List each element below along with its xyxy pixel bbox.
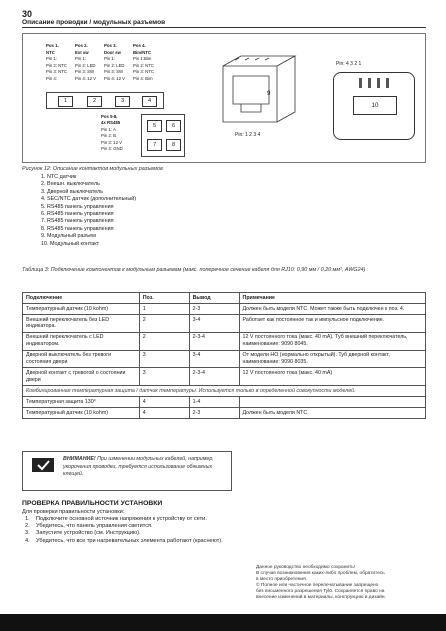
table-row	[23, 368, 426, 386]
page-number: 30	[22, 9, 33, 19]
column-header: Поз.	[139, 293, 189, 304]
pin-entry: Pin 3: SW	[75, 69, 95, 75]
pin-entry: Pin 4: 12 V	[75, 75, 97, 81]
pin-entry: Pin 3: NTC	[133, 69, 155, 75]
pin-column-header: Pos 1.	[46, 43, 59, 48]
table-cell: 2-3-4	[189, 332, 239, 350]
footer-line: без письменного разрешения Tylö. Сохраняется право на	[256, 589, 385, 595]
table-span-row	[23, 386, 426, 397]
footer-line: в место приобретения.	[256, 577, 307, 583]
table-cell: Дверной контакт с тревогой о состоянии двери	[23, 368, 140, 386]
figure-caption: Рисунок 12: Описание контактов модульных разъемов	[22, 166, 163, 172]
rs485-pin: Pin 2: B	[101, 133, 117, 139]
legend-item: 3. Дверной выключатель	[41, 188, 104, 195]
table-cell: 2-3	[189, 408, 239, 419]
rs485-pin: Pin 1: A	[101, 126, 116, 132]
table-cell: 3-4	[189, 350, 239, 368]
pin-entry: Pin 4:	[46, 75, 57, 81]
rs485-pin: Pin 3: 12 V	[101, 139, 123, 145]
warning-title: ВНИМАНИЕ!	[63, 456, 96, 462]
contact-pins	[357, 78, 391, 88]
step-text: Подключите основной источник напряжения к устройству от сети.	[36, 516, 207, 522]
table-cell: 2	[139, 332, 189, 350]
pin-entry: Pin 1:	[104, 56, 115, 62]
pin-entry: Pin 1:Bim	[133, 56, 152, 62]
pin-column-header: Pos 4.	[133, 43, 146, 48]
pin-column-2	[75, 43, 106, 83]
pin-entry: Pin 4: Bim	[133, 75, 153, 81]
pin-column-header: NTC	[46, 49, 55, 55]
table-cell: Дверной выключатель без тревоги состояния двери	[23, 350, 140, 368]
pin-label-bottom: Pin: 1 2 3 4	[235, 132, 261, 138]
table-cell: От модели НО (нормально открытый). Туб дверной контакт, наименование: 9090 8035.	[239, 350, 425, 368]
table-cell: 12 V постоянного тока (макс. 40 mA)	[239, 368, 425, 386]
legend-item: 1. NTC датчик	[41, 174, 77, 180]
bottom-bar	[0, 614, 446, 631]
table-cell: 2-3-4	[189, 368, 239, 386]
footer-line: Данное руководство необходимо сохранить!	[256, 565, 356, 570]
table-cell: Работает как постоянное так и импульсное подключение.	[239, 314, 425, 332]
connection-table	[22, 292, 426, 419]
pin-entry: Pin 1:	[75, 56, 86, 62]
contact-pin	[377, 78, 380, 88]
footer-note	[256, 565, 426, 602]
table-cell: 4	[139, 408, 189, 419]
table-cell: Должен быть модели NTC. Может также быть подключен к поз. 4.	[239, 303, 425, 314]
pin-label-top: Pin: 4 3 2 1	[336, 61, 362, 67]
pin-column-header: Door sw	[104, 49, 121, 55]
header-rule	[22, 27, 426, 28]
step-text: Убедитесь, что панель управления светится.	[36, 523, 153, 530]
step-text: Запустите устройство (см. Инструкцию).	[36, 530, 141, 537]
legend-item: 8. RS485 панель управления	[41, 225, 114, 232]
warning-box	[22, 451, 232, 491]
table-row	[23, 314, 426, 332]
pin-entry: Pin 4: 12 V	[104, 75, 126, 81]
table-cell: 12 V постоянного тока (макс. 40 mA). Туб внешний переключатель, наименование: 9090 8045.	[239, 332, 425, 350]
modular-contact	[333, 72, 415, 140]
check-step	[22, 516, 232, 523]
port-7: 7	[147, 139, 162, 151]
port-row	[46, 92, 164, 109]
port-8: 8	[166, 139, 181, 151]
table-cell: 3-4	[189, 314, 239, 332]
pin-entry: Pin 3: SW	[104, 69, 124, 75]
legend-item: 5. RS485 панель управления	[41, 203, 114, 210]
warning-body: При изменении модульных кабелей, например, укорочения проводки, требуется использование обжимных клещей.	[63, 456, 214, 478]
rs485-header: 4x RS485	[101, 120, 121, 126]
pin-column-header: Ext sw	[75, 49, 89, 55]
step-number: 4.	[25, 537, 30, 544]
table-cell: Внешний переключатель без LED индикатора.	[23, 314, 140, 332]
footer-line: внесение изменений в материалы, конструкцию и дизайн.	[256, 595, 386, 601]
pin-entry: Pin 2: LED	[75, 62, 96, 68]
legend-item: 10. Модульный контакт	[41, 240, 100, 247]
port-2: 2	[87, 96, 102, 107]
jack-port-9: 9	[267, 90, 271, 97]
port-3: 3	[115, 96, 130, 107]
page-title: Описание проводки / модульных разъемов	[22, 19, 166, 26]
pin-entry: Pin 2: NTC	[133, 62, 155, 68]
table-cell	[239, 397, 425, 408]
check-step	[22, 530, 232, 537]
contact-pin	[386, 78, 389, 88]
pin-entry: Pin 3: NTC	[46, 69, 68, 75]
port-6: 6	[166, 120, 181, 132]
port-1: 1	[58, 96, 73, 107]
pin-entry: Pin 2: LED	[104, 62, 125, 68]
table-cell: 3	[139, 368, 189, 386]
port-5: 5	[147, 120, 162, 132]
table-caption: Таблица 3: Подключение компонентов к модульным разъемам (макс. поперечное сечение кабеля для RJ10: 0,90 мм / 0,20 мм², AWG24)	[22, 267, 366, 273]
step-number: 3.	[25, 530, 30, 537]
table-row	[23, 350, 426, 368]
check-step	[22, 538, 232, 545]
step-number: 1.	[25, 516, 30, 522]
legend-item: 6. RS485 панель управления	[41, 211, 114, 218]
step-number: 2.	[25, 523, 30, 530]
check-section-title: ПРОВЕРКА ПРАВИЛЬНОСТИ УСТАНОВКИ	[22, 500, 163, 507]
step-text: Убедитесь, что все три нагревательных элемента работают (краснеют).	[36, 537, 223, 544]
legend-item: 2. Внешн. выключатель	[41, 181, 100, 188]
legend-list	[41, 174, 136, 248]
contact-pin	[359, 78, 362, 88]
table-row	[23, 332, 426, 350]
pin-entry: Pin 1:	[46, 56, 57, 62]
table-cell: Внешний переключатель с LED индикатором.	[23, 332, 140, 350]
table-cell: Температурная защита 130°	[23, 397, 140, 408]
legend-item: 7. RS485 панель управления	[41, 218, 114, 225]
rs485-header: Pos 5-8.	[101, 114, 118, 119]
footer-line: В случае возникновения каких-либо проблем, обратитесь	[256, 571, 385, 577]
port-4: 4	[142, 96, 157, 107]
table-row	[23, 408, 426, 419]
table-header-row	[23, 293, 426, 304]
table-cell: 1	[139, 303, 189, 314]
table-span-cell: Комбинированная температурная защита / датчик температуры. Используется только в определенной совокупности моделей.	[23, 386, 426, 397]
pin-column-header: Bim/NTC	[133, 49, 152, 55]
rs485-text	[101, 114, 135, 152]
column-header: Примечание	[239, 293, 425, 304]
pin-column-1	[46, 43, 77, 83]
legend-item: 9. Модульный разъем	[41, 233, 96, 240]
footer-line: © Полное или частичное перепечатывание запрещено	[256, 583, 379, 589]
table-cell: 1-4	[189, 397, 239, 408]
table-cell: Должен быть модели NTC.	[239, 408, 425, 419]
column-header: Вывод	[189, 293, 239, 304]
check-intro: Для проверки правильности установки:	[22, 509, 125, 515]
pin-column-header: Pos 3.	[104, 43, 117, 48]
legend-item: 4. SEC/NTC датчик (дополнительный)	[41, 196, 137, 203]
pin-column-header: Pos 2.	[75, 43, 88, 48]
table-cell: 2-3	[189, 303, 239, 314]
rs485-block	[141, 114, 185, 157]
rj-jack-drawing	[211, 52, 311, 132]
table-cell: Температурный датчик (10 kohm)	[23, 408, 140, 419]
table-cell: 4	[139, 397, 189, 408]
table-cell: Температурный датчик (10 kohm)	[23, 303, 140, 314]
pin-column-3	[104, 43, 135, 83]
connector-figure	[22, 33, 426, 163]
contact-port-10: 10	[353, 96, 397, 115]
rs485-pin: Pin 4: GND	[101, 146, 123, 152]
table-cell: 3	[139, 350, 189, 368]
pin-entry: Pin 2: NTC	[46, 62, 68, 68]
contact-pin	[368, 78, 371, 88]
table-row	[23, 397, 426, 408]
checkmark-warning-icon	[32, 458, 54, 472]
table-row	[23, 303, 426, 314]
table-cell: 2	[139, 314, 189, 332]
check-steps	[22, 516, 232, 545]
warning-text	[63, 456, 227, 479]
column-header: Подключение	[23, 293, 140, 304]
pin-column-4	[133, 43, 164, 83]
